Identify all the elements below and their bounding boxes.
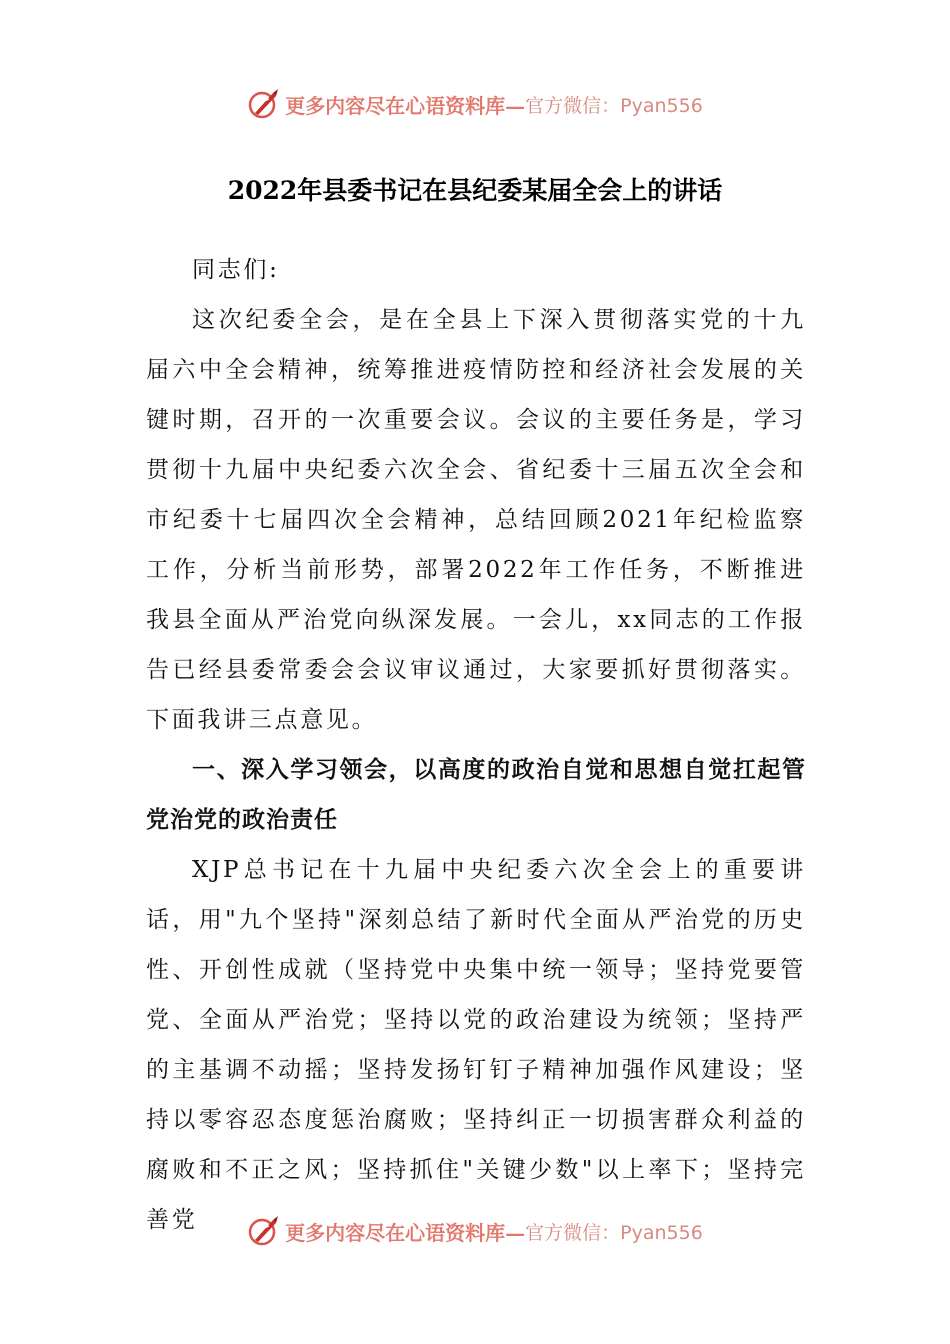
watermark-main-text: 更多内容尽在心语资料库— — [285, 1220, 526, 1245]
quill-logo-icon — [247, 1214, 281, 1248]
paragraph-section-1: XJP总书记在十九届中央纪委六次全会上的重要讲话，用"九个坚持"深刻总结了新时代全面从严治党的历史性、开创性成就（坚持党中央集中统一领导；坚持党要管党、全面从严治党；坚持以党的政治建设为统领；坚持严的主基调不动摇；坚持发扬钉钉子精神加强作风建设；坚持以零容忍态度惩治腐败；坚持纠正一切损害群众利益的腐败和不正之风；坚持抓住"关键少数"以上率下；坚持完善党 — [146, 857, 806, 1233]
watermark-header — [0, 84, 950, 124]
paragraph-intro: 这次纪委全会，是在全县上下深入贯彻落实党的十九届六中全会精神，统筹推进疫情防控和经济社会发展的关键时期，召开的一次重要会议。会议的主要任务是，学习贯彻十九届中央纪委六次全会、省纪委十三届五次全会和市纪委十七届四次全会精神，总结回顾2021年纪检监察工作，分析当前形势，部署2022年工作任务，不断推进我县全面从严治党向纵深发展。一会儿，xx同志的工作报告已经县委常委会会议审议通过，大家要抓好贯彻落实。下面我讲三点意见。 — [146, 307, 806, 733]
section-heading-1: 一、深入学习领会，以高度的政治自觉和思想自觉扛起管党治党的政治责任 — [146, 757, 806, 833]
watermark-wechat-text: 官方微信：Pyan556 — [525, 1221, 703, 1244]
watermark-main-text: 更多内容尽在心语资料库— — [285, 93, 526, 118]
quill-logo-icon — [247, 87, 281, 121]
document-title: 2022年县委书记在县纪委某届全会上的讲话 — [227, 176, 723, 205]
watermark-wechat-text: 官方微信：Pyan556 — [525, 94, 703, 117]
salutation: 同志们: — [192, 257, 280, 283]
document-body — [146, 245, 806, 1245]
watermark-footer — [0, 1211, 950, 1251]
